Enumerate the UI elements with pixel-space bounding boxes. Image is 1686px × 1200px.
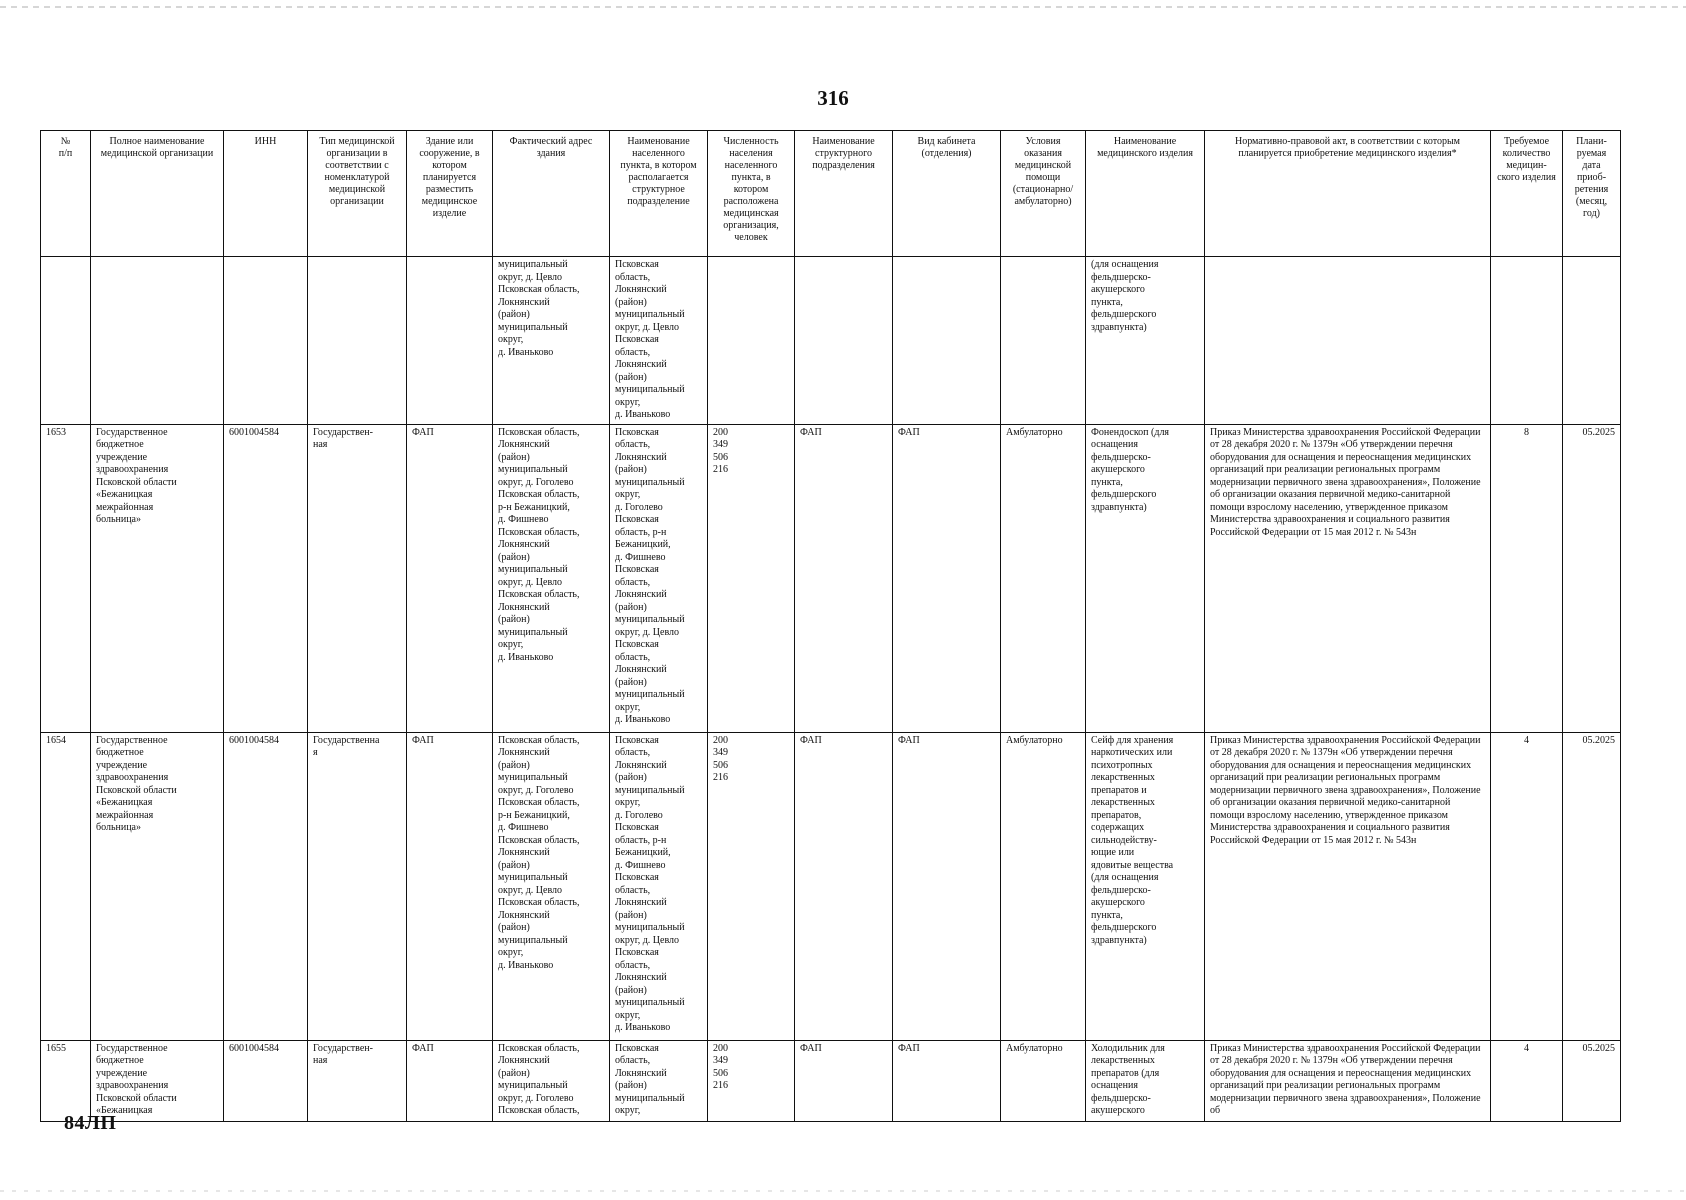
cell-unit: ФАП bbox=[795, 732, 893, 1040]
cell-conditions: Амбулаторно bbox=[1001, 732, 1086, 1040]
header-date: Плани-руемая дата приоб-ретения (месяц, год) bbox=[1563, 131, 1621, 257]
table-row bbox=[41, 732, 1621, 1040]
scan-edge-top bbox=[0, 6, 1686, 8]
footer-code: 84ЛП bbox=[64, 1112, 117, 1134]
page-number: 316 bbox=[817, 86, 849, 110]
cell-device: (для оснащения фельдшерско- акушерского пункта, фельдшерского здравпункта) bbox=[1086, 257, 1205, 425]
cell-cabinet: ФАП bbox=[893, 732, 1001, 1040]
header-num: № п/п bbox=[41, 131, 91, 257]
cell-device: Холодильник для лекарственных препаратов (для оснащения фельдшерско- акушерского bbox=[1086, 1040, 1205, 1121]
cell-cabinet: ФАП bbox=[893, 424, 1001, 732]
cell-num bbox=[41, 257, 91, 425]
cell-cabinet bbox=[893, 257, 1001, 425]
cell-address: муниципальный округ, д. Цевло Псковская область, Локнянский (район) муниципальный округ, д. Иваньково bbox=[493, 257, 610, 425]
cell-building: ФАП bbox=[407, 732, 493, 1040]
cell-type: Государственна я bbox=[308, 732, 407, 1040]
cell-population: 200 349 506 216 bbox=[708, 424, 795, 732]
cell-conditions: Амбулаторно bbox=[1001, 1040, 1086, 1121]
cell-unit: ФАП bbox=[795, 424, 893, 732]
cell-building: ФАП bbox=[407, 424, 493, 732]
cell-settlement: Псковская область, Локнянский (район) муниципальный округ, д. Гоголево Псковская область, р-н Бежаницкий, д. Фишнево Псковская область, Локнянский (район) муниципальный округ, д. Цевло Псковская область, Локнянский (район) муниципальный округ, д. Иваньково bbox=[610, 424, 708, 732]
cell-type: Государствен- ная bbox=[308, 1040, 407, 1121]
cell-act bbox=[1205, 257, 1491, 425]
header-type: Тип медицинской организации в соответствии с номенклатурой медицинской организации bbox=[308, 131, 407, 257]
cell-inn: 6001004584 bbox=[224, 424, 308, 732]
cell-org bbox=[91, 257, 224, 425]
cell-unit bbox=[795, 257, 893, 425]
cell-num: 1655 bbox=[41, 1040, 91, 1121]
header-conditions: Условия оказания медицинской помощи (стационарно/ амбулаторно) bbox=[1001, 131, 1086, 257]
cell-address: Псковская область, Локнянский (район) муниципальный округ, д. Гоголево Псковская область, р-н Бежаницкий, д. Фишнево Псковская область, Локнянский (район) муниципальный округ, д. Цевло Псковская область, Локнянский (район) муниципальный округ, д. Иваньково bbox=[493, 732, 610, 1040]
cell-inn bbox=[224, 257, 308, 425]
cell-device: Сейф для хранения наркотических или психотропных лекарственных препаратов и лекарственных препаратов, содержащих сильнодейству- ющие или ядовитые вещества (для оснащения фельдшерско- акушерского пункта, фельдшерского здравпункта) bbox=[1086, 732, 1205, 1040]
cell-device: Фонендоскоп (для оснащения фельдшерско- акушерского пункта, фельдшерского здравпункта) bbox=[1086, 424, 1205, 732]
cell-population: 200 349 506 216 bbox=[708, 1040, 795, 1121]
cell-type bbox=[308, 257, 407, 425]
cell-building: ФАП bbox=[407, 1040, 493, 1121]
header-org: Полное наименование медицинской организации bbox=[91, 131, 224, 257]
cell-num: 1653 bbox=[41, 424, 91, 732]
cell-cabinet: ФАП bbox=[893, 1040, 1001, 1121]
cell-settlement: Псковская область, Локнянский (район) муниципальный округ, д. Цевло Псковская область, Локнянский (район) муниципальный округ, д. Иваньково bbox=[610, 257, 708, 425]
cell-qty: 4 bbox=[1491, 732, 1563, 1040]
cell-settlement: Псковская область, Локнянский (район) муниципальный округ, bbox=[610, 1040, 708, 1121]
cell-inn: 6001004584 bbox=[224, 1040, 308, 1121]
cell-org: Государственное бюджетное учреждение здравоохранения Псковской области «Бежаницкая межрайонная больница» bbox=[91, 732, 224, 1040]
cell-date: 05.2025 bbox=[1563, 732, 1621, 1040]
cell-date: 05.2025 bbox=[1563, 424, 1621, 732]
cell-unit: ФАП bbox=[795, 1040, 893, 1121]
table-row bbox=[41, 257, 1621, 425]
cell-date bbox=[1563, 257, 1621, 425]
cell-conditions bbox=[1001, 257, 1086, 425]
scan-edge-bottom bbox=[0, 1190, 1686, 1192]
header-unit: Наименование структурного подразделения bbox=[795, 131, 893, 257]
cell-building bbox=[407, 257, 493, 425]
header-inn: ИНН bbox=[224, 131, 308, 257]
cell-type: Государствен- ная bbox=[308, 424, 407, 732]
cell-act: Приказ Министерства здравоохранения Российской Федерации от 28 декабря 2020 г. № 1379н «Об утверждении перечня оборудования для оснащения и переоснащения медицинских организаций при реализации региональных программ модернизации первичного звена здравоохранения», Положение об bbox=[1205, 1040, 1491, 1121]
cell-qty bbox=[1491, 257, 1563, 425]
cell-act: Приказ Министерства здравоохранения Российской Федерации от 28 декабря 2020 г. № 1379н «Об утверждении перечня оборудования для оснащения и переоснащения медицинских организаций при реализации региональных программ модернизации первичного звена здравоохранения», Положение об организации оказания первичной медико-санитарной помощи взрослому населению, утвержденное приказом Министерства здравоохранения и социального развития Российской Федерации от 15 мая 2012 г. № 543н bbox=[1205, 732, 1491, 1040]
cell-address: Псковская область, Локнянский (район) муниципальный округ, д. Гоголево Псковская область, р-н Бежаницкий, д. Фишнево Псковская область, Локнянский (район) муниципальный округ, д. Цевло Псковская область, Локнянский (район) муниципальный округ, д. Иваньково bbox=[493, 424, 610, 732]
cell-num: 1654 bbox=[41, 732, 91, 1040]
header-address: Фактический адрес здания bbox=[493, 131, 610, 257]
cell-inn: 6001004584 bbox=[224, 732, 308, 1040]
cell-qty: 4 bbox=[1491, 1040, 1563, 1121]
header-settlement: Наименование населенного пункта, в котором располагается структурное подразделение bbox=[610, 131, 708, 257]
equipment-table bbox=[40, 130, 1621, 1122]
header-building: Здание или сооружение, в котором планируется разместить медицинское изделие bbox=[407, 131, 493, 257]
header-qty: Требуемое количество медицин-ского изделия bbox=[1491, 131, 1563, 257]
cell-org: Государственное бюджетное учреждение здравоохранения Псковской области «Бежаницкая bbox=[91, 1040, 224, 1121]
cell-conditions: Амбулаторно bbox=[1001, 424, 1086, 732]
cell-act: Приказ Министерства здравоохранения Российской Федерации от 28 декабря 2020 г. № 1379н «Об утверждении перечня оборудования для оснащения и переоснащения медицинских организаций при реализации региональных программ модернизации первичного звена здравоохранения», Положение об организации оказания первичной медико-санитарной помощи взрослому населению, утвержденное приказом Министерства здравоохранения и социального развития Российской Федерации от 15 мая 2012 г. № 543н bbox=[1205, 424, 1491, 732]
cell-settlement: Псковская область, Локнянский (район) муниципальный округ, д. Гоголево Псковская область, р-н Бежаницкий, д. Фишнево Псковская область, Локнянский (район) муниципальный округ, д. Цевло Псковская область, Локнянский (район) муниципальный округ, д. Иваньково bbox=[610, 732, 708, 1040]
cell-population: 200 349 506 216 bbox=[708, 732, 795, 1040]
table-row bbox=[41, 424, 1621, 732]
table-header-row bbox=[41, 131, 1621, 257]
cell-address: Псковская область, Локнянский (район) муниципальный округ, д. Гоголево Псковская область, bbox=[493, 1040, 610, 1121]
header-population: Численность населения населенного пункта, в котором расположена медицинская организация, человек bbox=[708, 131, 795, 257]
cell-date: 05.2025 bbox=[1563, 1040, 1621, 1121]
header-cabinet: Вид кабинета (отделения) bbox=[893, 131, 1001, 257]
table-row bbox=[41, 1040, 1621, 1121]
header-act: Нормативно-правовой акт, в соответствии с которым планируется приобретение медицинского изделия* bbox=[1205, 131, 1491, 257]
cell-population bbox=[708, 257, 795, 425]
header-device: Наименование медицинского изделия bbox=[1086, 131, 1205, 257]
cell-org: Государственное бюджетное учреждение здравоохранения Псковской области «Бежаницкая межрайонная больница» bbox=[91, 424, 224, 732]
cell-qty: 8 bbox=[1491, 424, 1563, 732]
